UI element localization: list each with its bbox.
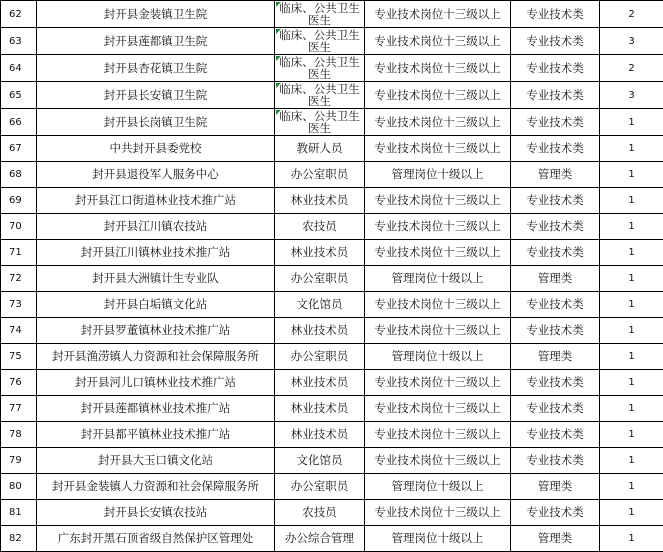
post-name-cell[interactable]: 教研人员 — [275, 136, 365, 162]
row-number-cell[interactable]: 71 — [1, 240, 37, 266]
headcount-cell[interactable]: 2 — [600, 55, 663, 82]
row-number-cell[interactable]: 69 — [1, 188, 37, 214]
headcount-cell[interactable]: 1 — [600, 344, 663, 370]
post-category-cell[interactable]: 专业技术类 — [511, 55, 600, 82]
post-category-cell[interactable]: 管理类 — [511, 266, 600, 292]
post-level-cell[interactable]: 专业技术岗位十三级以上 — [365, 28, 511, 55]
post-level-cell[interactable]: 管理岗位十级以上 — [365, 474, 511, 500]
unit-name-cell[interactable]: 封开县大洲镇计生专业队 — [37, 266, 275, 292]
headcount-cell[interactable]: 1 — [600, 474, 663, 500]
post-category-cell[interactable]: 专业技术类 — [511, 136, 600, 162]
post-name-cell[interactable]: 林业技术员 — [275, 188, 365, 214]
table-row — [1, 136, 663, 162]
unit-name-cell[interactable]: 封开县江川镇农技站 — [37, 214, 275, 240]
post-name-cell[interactable]: 林业技术员 — [275, 240, 365, 266]
unit-name-cell[interactable]: 封开县长岗镇卫生院 — [37, 109, 275, 136]
post-name-text: 临床、公共卫生医生 — [275, 29, 364, 53]
table-row — [1, 266, 663, 292]
headcount-cell[interactable]: 1 — [600, 188, 663, 214]
post-name-cell[interactable] — [275, 82, 365, 109]
post-category-cell[interactable]: 专业技术类 — [511, 240, 600, 266]
headcount-cell[interactable]: 1 — [600, 136, 663, 162]
post-level-cell[interactable]: 专业技术岗位十三级以上 — [365, 136, 511, 162]
cell-error-indicator-icon — [276, 29, 281, 34]
unit-name-cell[interactable]: 封开县都平镇林业技术推广站 — [37, 422, 275, 448]
headcount-cell[interactable]: 3 — [600, 82, 663, 109]
post-name-cell[interactable]: 农技员 — [275, 500, 365, 526]
row-number-cell[interactable]: 77 — [1, 396, 37, 422]
post-name-cell[interactable] — [275, 28, 365, 55]
unit-name-cell[interactable]: 封开县江川镇林业技术推广站 — [37, 240, 275, 266]
headcount-cell[interactable]: 1 — [600, 162, 663, 188]
post-level-cell[interactable]: 专业技术岗位十三级以上 — [365, 370, 511, 396]
post-category-cell[interactable]: 专业技术类 — [511, 82, 600, 109]
table-body — [1, 1, 663, 552]
post-name-cell[interactable] — [275, 1, 365, 28]
row-number-cell[interactable]: 72 — [1, 266, 37, 292]
unit-name-cell[interactable]: 封开县杏花镇卫生院 — [37, 55, 275, 82]
row-number-cell[interactable]: 82 — [1, 526, 37, 552]
post-level-cell[interactable]: 专业技术岗位十三级以上 — [365, 109, 511, 136]
post-category-cell[interactable]: 专业技术类 — [511, 28, 600, 55]
row-number-cell[interactable]: 73 — [1, 292, 37, 318]
post-level-cell[interactable]: 专业技术岗位十三级以上 — [365, 188, 511, 214]
post-level-cell[interactable]: 专业技术岗位十三级以上 — [365, 448, 511, 474]
post-name-cell[interactable]: 农技员 — [275, 214, 365, 240]
unit-name-cell[interactable]: 封开县渔涝镇人力资源和社会保障服务所 — [37, 344, 275, 370]
table-row — [1, 474, 663, 500]
table-row — [1, 109, 663, 136]
row-number-cell[interactable]: 74 — [1, 318, 37, 344]
unit-name-cell[interactable]: 封开县河儿口镇林业技术推广站 — [37, 370, 275, 396]
headcount-cell[interactable]: 3 — [600, 28, 663, 55]
headcount-cell[interactable]: 1 — [600, 500, 663, 526]
headcount-cell[interactable]: 1 — [600, 240, 663, 266]
row-number-cell[interactable]: 81 — [1, 500, 37, 526]
post-level-cell[interactable]: 专业技术岗位十三级以上 — [365, 396, 511, 422]
post-category-cell[interactable]: 专业技术类 — [511, 500, 600, 526]
unit-name-cell[interactable]: 封开县长安镇农技站 — [37, 500, 275, 526]
post-level-cell[interactable]: 专业技术岗位十三级以上 — [365, 55, 511, 82]
table-row — [1, 162, 663, 188]
post-name-cell[interactable]: 文化馆员 — [275, 448, 365, 474]
unit-name-cell[interactable]: 封开县金装镇人力资源和社会保障服务所 — [37, 474, 275, 500]
table-row — [1, 214, 663, 240]
unit-name-cell[interactable]: 封开县江口街道林业技术推广站 — [37, 188, 275, 214]
row-number-cell[interactable]: 64 — [1, 55, 37, 82]
post-name-text: 临床、公共卫生医生 — [275, 2, 364, 26]
post-name-text: 临床、公共卫生医生 — [275, 83, 364, 107]
post-level-cell[interactable]: 专业技术岗位十三级以上 — [365, 422, 511, 448]
post-category-cell[interactable]: 专业技术类 — [511, 1, 600, 28]
post-level-cell[interactable]: 专业技术岗位十三级以上 — [365, 214, 511, 240]
post-name-cell[interactable]: 办公室职员 — [275, 266, 365, 292]
post-category-cell[interactable]: 专业技术类 — [511, 370, 600, 396]
table-row — [1, 396, 663, 422]
headcount-cell[interactable]: 1 — [600, 214, 663, 240]
headcount-cell[interactable]: 1 — [600, 266, 663, 292]
post-level-cell[interactable]: 专业技术岗位十三级以上 — [365, 292, 511, 318]
post-level-cell[interactable]: 管理岗位十级以上 — [365, 266, 511, 292]
post-category-cell[interactable]: 专业技术类 — [511, 448, 600, 474]
post-name-cell[interactable]: 林业技术员 — [275, 318, 365, 344]
post-category-cell[interactable]: 专业技术类 — [511, 396, 600, 422]
unit-name-cell[interactable]: 封开县白垢镇文化站 — [37, 292, 275, 318]
post-name-cell[interactable] — [275, 55, 365, 82]
row-number-cell[interactable]: 80 — [1, 474, 37, 500]
post-level-cell[interactable]: 专业技术岗位十三级以上 — [365, 240, 511, 266]
unit-name-cell[interactable]: 封开县长安镇卫生院 — [37, 82, 275, 109]
cell-error-indicator-icon — [276, 110, 281, 115]
post-name-cell[interactable]: 林业技术员 — [275, 396, 365, 422]
row-number-cell[interactable]: 75 — [1, 344, 37, 370]
row-number-cell[interactable]: 68 — [1, 162, 37, 188]
unit-name-cell[interactable]: 封开县退役军人服务中心 — [37, 162, 275, 188]
table-row — [1, 28, 663, 55]
post-name-text: 临床、公共卫生医生 — [275, 56, 364, 80]
headcount-cell[interactable]: 1 — [600, 448, 663, 474]
row-number-cell[interactable]: 78 — [1, 422, 37, 448]
post-category-cell[interactable]: 专业技术类 — [511, 109, 600, 136]
post-name-cell[interactable]: 办公室职员 — [275, 344, 365, 370]
unit-name-cell[interactable]: 封开县大玉口镇文化站 — [37, 448, 275, 474]
post-category-cell[interactable]: 管理类 — [511, 162, 600, 188]
table-row — [1, 240, 663, 266]
table-row — [1, 370, 663, 396]
post-level-cell[interactable]: 专业技术岗位十三级以上 — [365, 500, 511, 526]
post-category-cell[interactable]: 专业技术类 — [511, 422, 600, 448]
post-category-cell[interactable]: 管理类 — [511, 474, 600, 500]
row-number-cell[interactable]: 67 — [1, 136, 37, 162]
table-row — [1, 448, 663, 474]
post-name-text: 临床、公共卫生医生 — [275, 110, 364, 134]
table-row — [1, 318, 663, 344]
headcount-cell[interactable]: 1 — [600, 292, 663, 318]
table-row — [1, 55, 663, 82]
post-category-cell[interactable]: 专业技术类 — [511, 214, 600, 240]
post-category-cell[interactable]: 专业技术类 — [511, 318, 600, 344]
post-level-cell[interactable]: 管理岗位十级以上 — [365, 162, 511, 188]
unit-name-cell[interactable]: 封开县莲都镇卫生院 — [37, 28, 275, 55]
table-row — [1, 344, 663, 370]
table-row — [1, 188, 663, 214]
table-row — [1, 292, 663, 318]
row-number-cell[interactable]: 65 — [1, 82, 37, 109]
row-number-cell[interactable]: 66 — [1, 109, 37, 136]
cell-error-indicator-icon — [276, 56, 281, 61]
post-name-cell[interactable]: 文化馆员 — [275, 292, 365, 318]
post-name-cell[interactable] — [275, 109, 365, 136]
row-number-cell[interactable]: 62 — [1, 1, 37, 28]
headcount-cell[interactable]: 1 — [600, 318, 663, 344]
headcount-cell[interactable]: 1 — [600, 370, 663, 396]
post-category-cell[interactable]: 专业技术类 — [511, 188, 600, 214]
row-number-cell[interactable]: 79 — [1, 448, 37, 474]
unit-name-cell[interactable]: 封开县金装镇卫生院 — [37, 1, 275, 28]
row-number-cell[interactable]: 70 — [1, 214, 37, 240]
post-level-cell[interactable]: 管理岗位十级以上 — [365, 344, 511, 370]
cell-error-indicator-icon — [276, 2, 281, 7]
post-level-cell[interactable]: 专业技术岗位十三级以上 — [365, 318, 511, 344]
table-row — [1, 526, 663, 552]
headcount-cell[interactable]: 1 — [600, 109, 663, 136]
headcount-cell[interactable]: 1 — [600, 422, 663, 448]
post-category-cell[interactable]: 专业技术类 — [511, 292, 600, 318]
unit-name-cell[interactable]: 广东封开黑石顶省级自然保护区管理处 — [37, 526, 275, 552]
post-level-cell[interactable]: 管理岗位十级以上 — [365, 526, 511, 552]
unit-name-cell[interactable]: 中共封开县委党校 — [37, 136, 275, 162]
post-category-cell[interactable]: 管理类 — [511, 344, 600, 370]
cell-error-indicator-icon — [276, 83, 281, 88]
post-level-cell[interactable]: 专业技术岗位十三级以上 — [365, 82, 511, 109]
headcount-cell[interactable]: 1 — [600, 396, 663, 422]
post-name-cell[interactable]: 办公综合管理 — [275, 526, 365, 552]
row-number-cell[interactable]: 76 — [1, 370, 37, 396]
post-name-cell[interactable]: 办公室职员 — [275, 474, 365, 500]
post-name-cell[interactable]: 林业技术员 — [275, 370, 365, 396]
post-name-cell[interactable]: 林业技术员 — [275, 422, 365, 448]
post-category-cell[interactable]: 管理类 — [511, 526, 600, 552]
row-number-cell[interactable]: 63 — [1, 28, 37, 55]
headcount-cell[interactable]: 2 — [600, 1, 663, 28]
table-row — [1, 422, 663, 448]
post-name-cell[interactable]: 办公室职员 — [275, 162, 365, 188]
unit-name-cell[interactable]: 封开县罗董镇林业技术推广站 — [37, 318, 275, 344]
table-row — [1, 1, 663, 28]
post-level-cell[interactable]: 专业技术岗位十三级以上 — [365, 1, 511, 28]
table-row — [1, 82, 663, 109]
table-row — [1, 500, 663, 526]
unit-name-cell[interactable]: 封开县莲都镇林业技术推广站 — [37, 396, 275, 422]
headcount-cell[interactable]: 1 — [600, 526, 663, 552]
